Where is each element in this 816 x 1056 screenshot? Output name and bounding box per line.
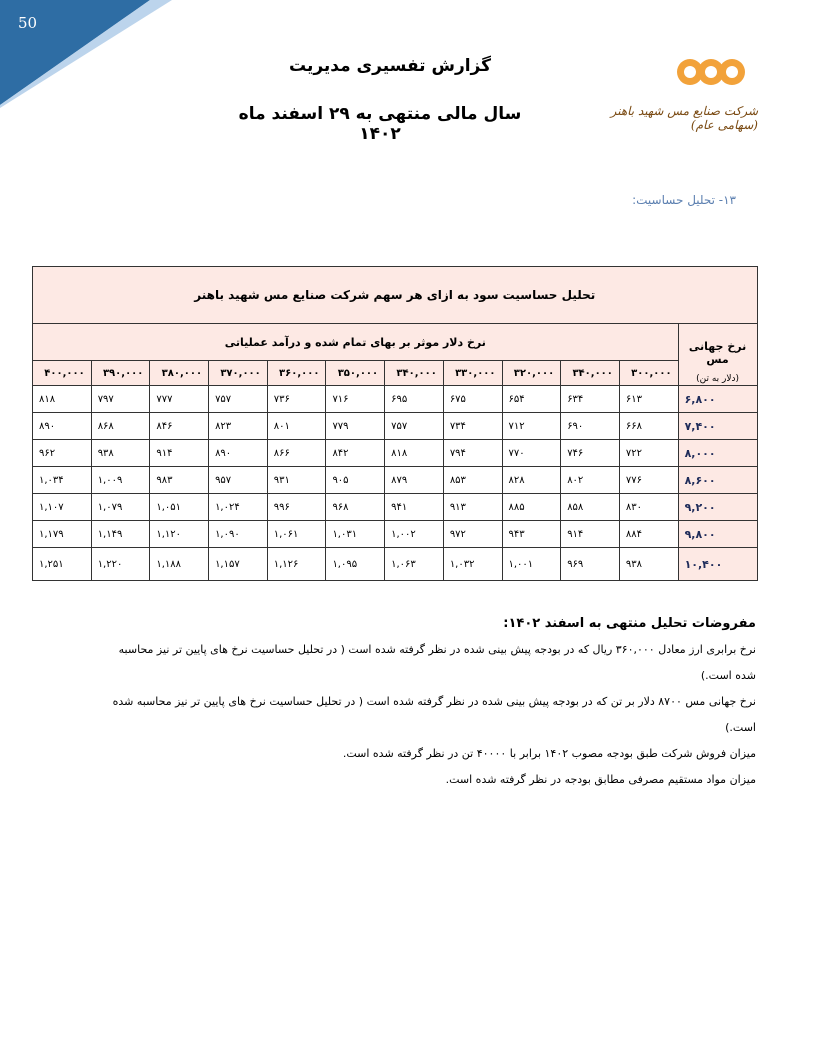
company-name: شرکت صنایع مس شهید باهنر (سهامی عام): [610, 104, 758, 132]
table-row: [33, 548, 758, 581]
row-label: ۸,۰۰۰: [678, 440, 757, 467]
table-cell: ۱,۰۳۴: [33, 467, 92, 494]
table-cell: ۹۰۵: [326, 467, 385, 494]
sensitivity-table-container: [32, 266, 757, 581]
table-cell: ۹۱۴: [561, 521, 620, 548]
table-cell: ۸۱۸: [33, 386, 92, 413]
copper-logo-icon: [676, 52, 746, 92]
table-cell: ۱,۱۲۶: [267, 548, 326, 581]
column-header: ۳۶۰,۰۰۰: [267, 361, 326, 386]
table-cell: ۱,۱۷۹: [33, 521, 92, 548]
table-cell: ۹۳۸: [619, 548, 678, 581]
table-cell: ۹۱۳: [443, 494, 502, 521]
table-cell: ۱,۱۸۸: [150, 548, 209, 581]
table-cell: ۱,۰۰۹: [91, 467, 150, 494]
table-cell: ۷۴۶: [561, 440, 620, 467]
column-header: ۳۰۰,۰۰۰: [619, 361, 678, 386]
table-row: [33, 386, 758, 413]
row-header-unit: (دلار به تن): [696, 374, 740, 384]
table-cell: ۸۷۹: [385, 467, 444, 494]
row-label: ۱۰,۴۰۰: [678, 548, 757, 581]
table-cell: ۸۴۶: [150, 413, 209, 440]
column-header: ۳۵۰,۰۰۰: [326, 361, 385, 386]
table-row: [33, 413, 758, 440]
assumption-line: نرخ جهانی مس ۸۷۰۰ دلار بر تن که در بودجه پیش بینی شده در نظر گرفته شده است ( در تحلیل حساسیت نرخ های پایین تر نیز محاسبه شده است.): [112, 695, 756, 734]
table-cell: ۱,۰۲۴: [209, 494, 268, 521]
column-header: ۳۸۰,۰۰۰: [150, 361, 209, 386]
table-row: [33, 440, 758, 467]
table-cell: ۱,۲۲۰: [91, 548, 150, 581]
table-cell: ۹۶۹: [561, 548, 620, 581]
row-label: ۷,۴۰۰: [678, 413, 757, 440]
table-cell: ۸۹۰: [209, 440, 268, 467]
assumption-line: نرخ برابری ارز معادل ۳۶۰,۰۰۰ ریال که در بودجه پیش بینی شده در نظر گرفته شده است ( در تحلیل حساسیت نرخ های پایین تر نیز محاسبه شده است.): [118, 643, 756, 682]
table-cell: ۹۶۲: [33, 440, 92, 467]
table-cell: ۷۲۲: [619, 440, 678, 467]
table-cell: ۷۵۷: [385, 413, 444, 440]
row-label: ۹,۲۰۰: [678, 494, 757, 521]
assumption-line: میزان فروش شرکت طبق بودجه مصوب ۱۴۰۲ برابر با ۴۰۰۰۰ تن در نظر گرفته شده است.: [342, 747, 756, 760]
table-cell: ۱,۲۵۱: [33, 548, 92, 581]
table-cell: ۷۱۲: [502, 413, 561, 440]
table-title: تحلیل حساسیت سود به ازای هر سهم شرکت صنایع مس شهید باهنر: [33, 267, 758, 324]
assumption-line: میزان مواد مستقیم مصرفی مطابق بودجه در نظر گرفته شده است.: [445, 773, 756, 786]
table-cell: ۹۹۶: [267, 494, 326, 521]
table-cell: ۱,۰۷۹: [91, 494, 150, 521]
table-cell: ۹۷۲: [443, 521, 502, 548]
table-cell: ۸۲۸: [502, 467, 561, 494]
table-row: [33, 467, 758, 494]
table-cell: ۷۳۴: [443, 413, 502, 440]
table-cell: ۶۵۴: [502, 386, 561, 413]
table-cell: ۷۹۷: [91, 386, 150, 413]
row-label: ۶,۸۰۰: [678, 386, 757, 413]
report-title: گزارش تفسیری مدیریت: [288, 56, 492, 76]
table-cell: ۱,۰۹۵: [326, 548, 385, 581]
table-cell: ۱,۰۶۳: [385, 548, 444, 581]
column-header: ۳۲۰,۰۰۰: [502, 361, 561, 386]
table-cell: ۷۳۶: [267, 386, 326, 413]
table-cell: ۹۱۴: [150, 440, 209, 467]
table-cell: ۸۳۰: [619, 494, 678, 521]
column-group-header: نرخ دلار موثر بر بهای تمام شده و درآمد عملیاتی: [33, 324, 679, 361]
table-cell: ۱,۱۵۷: [209, 548, 268, 581]
row-label: ۹,۸۰۰: [678, 521, 757, 548]
table-cell: ۸۶۶: [267, 440, 326, 467]
table-cell: ۶۹۰: [561, 413, 620, 440]
table-cell: ۶۶۸: [619, 413, 678, 440]
table-cell: ۸۶۸: [91, 413, 150, 440]
table-cell: ۶۳۴: [561, 386, 620, 413]
table-cell: ۱,۰۶۱: [267, 521, 326, 548]
table-cell: ۸۵۸: [561, 494, 620, 521]
row-header: [678, 324, 757, 386]
table-cell: ۱,۰۰۱: [502, 548, 561, 581]
table-cell: ۸۰۱: [267, 413, 326, 440]
table-cell: ۷۷۶: [619, 467, 678, 494]
table-cell: ۹۳۸: [91, 440, 150, 467]
section-heading: ۱۳- تحلیل حساسیت:: [632, 193, 736, 207]
page-number: 50: [18, 14, 38, 32]
table-cell: ۸۸۵: [502, 494, 561, 521]
table-cell: ۹۸۳: [150, 467, 209, 494]
table-cell: ۷۷۷: [150, 386, 209, 413]
column-header: ۳۷۰,۰۰۰: [209, 361, 268, 386]
table-cell: ۷۷۰: [502, 440, 561, 467]
table-cell: ۹۴۱: [385, 494, 444, 521]
table-cell: ۶۹۵: [385, 386, 444, 413]
assumptions-section: [100, 616, 756, 793]
table-cell: ۹۵۷: [209, 467, 268, 494]
table-cell: ۹۳۱: [267, 467, 326, 494]
table-cell: ۷۹۴: [443, 440, 502, 467]
table-cell: ۱,۱۲۰: [150, 521, 209, 548]
row-header-label: نرخ جهانی مس: [688, 340, 747, 366]
table-row: [33, 494, 758, 521]
column-header: ۴۰۰,۰۰۰: [33, 361, 92, 386]
table-cell: ۱,۰۳۱: [326, 521, 385, 548]
table-cell: ۷۷۹: [326, 413, 385, 440]
table-cell: ۱,۰۳۲: [443, 548, 502, 581]
row-label: ۸,۶۰۰: [678, 467, 757, 494]
table-cell: ۷۱۶: [326, 386, 385, 413]
column-header: ۳۹۰,۰۰۰: [91, 361, 150, 386]
table-cell: ۸۰۲: [561, 467, 620, 494]
report-subtitle: سال مالی منتهی به ۲۹ اسفند ماه ۱۴۰۲: [238, 104, 522, 144]
column-header: ۳۳۰,۰۰۰: [443, 361, 502, 386]
table-cell: ۸۸۴: [619, 521, 678, 548]
table-cell: ۱,۰۰۲: [385, 521, 444, 548]
table-cell: ۷۵۷: [209, 386, 268, 413]
table-cell: ۱,۱۰۷: [33, 494, 92, 521]
table-row: [33, 521, 758, 548]
table-cell: ۹۶۸: [326, 494, 385, 521]
column-header: ۳۴۰,۰۰۰: [561, 361, 620, 386]
column-header: ۳۴۰,۰۰۰: [385, 361, 444, 386]
table-cell: ۸۱۸: [385, 440, 444, 467]
table-cell: ۹۴۳: [502, 521, 561, 548]
table-cell: ۱,۰۹۰: [209, 521, 268, 548]
sensitivity-table: [32, 266, 758, 581]
table-cell: ۸۵۳: [443, 467, 502, 494]
table-cell: ۱,۰۵۱: [150, 494, 209, 521]
table-cell: ۶۷۵: [443, 386, 502, 413]
table-cell: ۶۱۳: [619, 386, 678, 413]
assumptions-title: مفروضات تحلیل منتهی به اسفند ۱۴۰۲:: [503, 616, 756, 631]
table-cell: ۸۲۳: [209, 413, 268, 440]
table-cell: ۸۴۲: [326, 440, 385, 467]
table-cell: ۱,۱۴۹: [91, 521, 150, 548]
table-cell: ۸۹۰: [33, 413, 92, 440]
